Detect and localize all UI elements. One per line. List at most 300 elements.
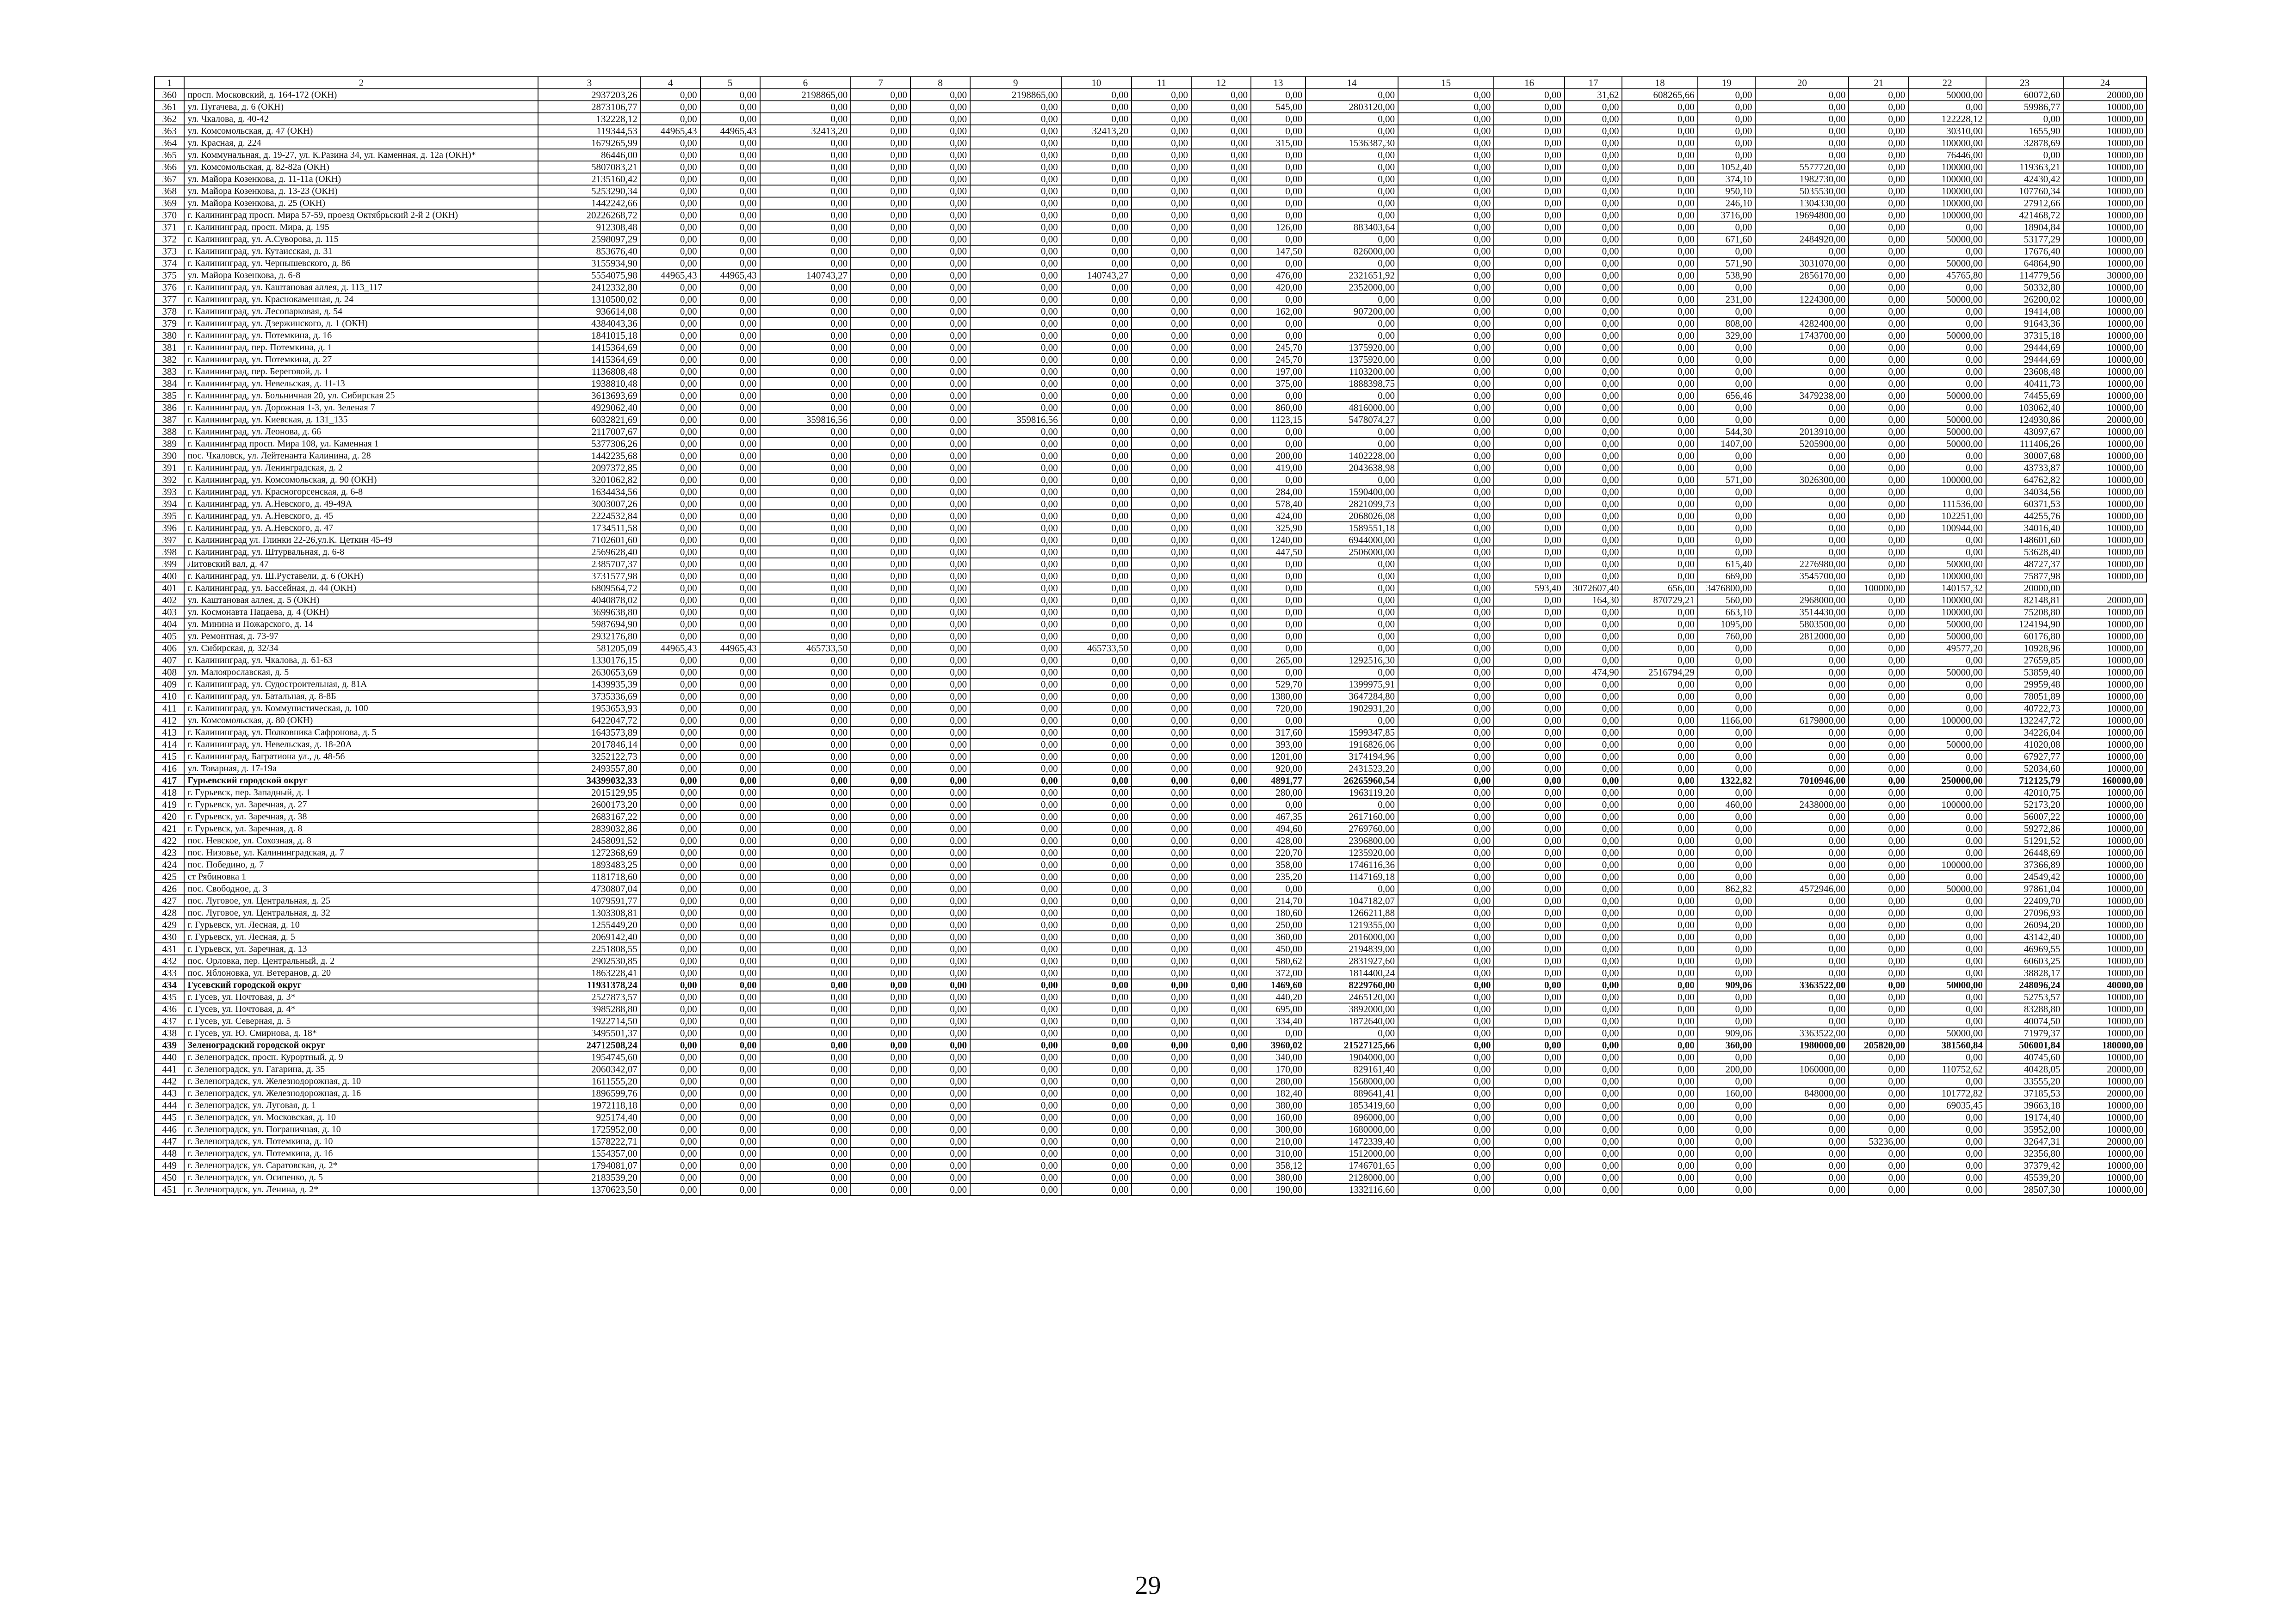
value-cell: 0,00 (1132, 895, 1191, 907)
value-cell: 100944,00 (1908, 522, 1986, 534)
address-cell: г. Зеленоградск, просп. Курортный, д. 9 (184, 1051, 538, 1063)
value-cell: 0,00 (1494, 293, 1565, 305)
value-cell: 10000,00 (2063, 991, 2147, 1003)
value-cell: 0,00 (641, 510, 700, 522)
value-cell: 0,00 (1061, 606, 1132, 618)
value-cell: 0,00 (851, 293, 910, 305)
value-cell: 0,00 (1622, 450, 1697, 462)
value-cell: 0,00 (1398, 690, 1494, 702)
value-cell: 0,00 (641, 1135, 700, 1147)
value-cell: 37379,42 (1986, 1159, 2064, 1171)
value-cell: 0,00 (910, 1135, 970, 1147)
value-cell: 0,00 (760, 690, 851, 702)
address-cell: ул. Каштановая аллея, д. 5 (ОКН) (184, 594, 538, 606)
value-cell: 0,00 (1908, 281, 1986, 293)
value-cell: 0,00 (1849, 341, 1908, 353)
value-cell: 0,00 (1191, 630, 1251, 642)
value-cell: 34226,04 (1986, 726, 2064, 738)
value-cell: 0,00 (1061, 221, 1132, 233)
value-cell: 0,00 (1132, 967, 1191, 979)
value-cell: 0,00 (641, 895, 700, 907)
value-cell: 0,00 (1132, 510, 1191, 522)
table-row (155, 329, 2147, 341)
value-cell: 0,00 (910, 269, 970, 281)
value-cell: 0,00 (851, 522, 910, 534)
value-cell: 250000,00 (1908, 774, 1986, 787)
value-cell: 0,00 (1132, 269, 1191, 281)
value-cell: 10000,00 (2063, 726, 2147, 738)
value-cell: 0,00 (1306, 209, 1398, 221)
value-cell: 100000,00 (1908, 137, 1986, 149)
value-cell: 0,00 (1622, 919, 1697, 931)
value-cell: 0,00 (1398, 1159, 1494, 1171)
value-cell: 0,00 (1755, 582, 1849, 594)
value-cell: 669,00 (1698, 570, 1756, 582)
value-cell: 0,00 (760, 474, 851, 486)
value-cell: 0,00 (1191, 714, 1251, 726)
value-cell: 0,00 (1061, 714, 1132, 726)
value-cell: 1980000,00 (1755, 1039, 1849, 1051)
value-cell: 0,00 (1698, 702, 1756, 714)
value-cell: 0,00 (1698, 847, 1756, 859)
value-cell: 1166,00 (1698, 714, 1756, 726)
value-cell: 1047182,07 (1306, 895, 1398, 907)
value-cell: 41020,08 (1986, 738, 2064, 750)
value-cell: 13 (1251, 77, 1306, 89)
value-cell: 0,00 (1565, 1135, 1622, 1147)
value-cell: 0,00 (1622, 353, 1697, 365)
value-cell: 0,00 (970, 546, 1061, 558)
value-cell: 1922714,50 (538, 1015, 640, 1027)
value-cell: 1303308,81 (538, 907, 640, 919)
value-cell: 0,00 (641, 811, 700, 823)
value-cell: 0,00 (700, 185, 760, 197)
value-cell: 0,00 (1061, 450, 1132, 462)
table-row (155, 197, 2147, 209)
value-cell: 0,00 (1494, 570, 1565, 582)
value-cell: 0,00 (1622, 702, 1697, 714)
value-cell: 0,00 (641, 979, 700, 991)
value-cell: 6809564,72 (538, 582, 640, 594)
table-row (155, 173, 2147, 185)
value-cell: 0,00 (760, 666, 851, 678)
value-cell: 50000,00 (1908, 630, 1986, 642)
value-cell: 358,00 (1251, 859, 1306, 871)
address-cell: ул. Товарная, д. 17-19а (184, 762, 538, 774)
value-cell: 0,00 (851, 750, 910, 762)
value-cell: 0,00 (910, 221, 970, 233)
value-cell: 317,60 (1251, 726, 1306, 738)
value-cell: 2276980,00 (1755, 558, 1849, 570)
value-cell: 0,00 (1622, 847, 1697, 859)
value-cell: 0,00 (1622, 1003, 1697, 1015)
value-cell: 10000,00 (2063, 895, 2147, 907)
table-row (155, 787, 2147, 799)
value-cell: 0,00 (641, 594, 700, 606)
value-cell: 2198865,00 (760, 89, 851, 101)
value-cell: 0,00 (700, 534, 760, 546)
value-cell: 0,00 (1849, 233, 1908, 245)
value-cell: 0,00 (700, 1147, 760, 1159)
value-cell: 10000,00 (2063, 847, 2147, 859)
value-cell: 0,00 (1398, 1015, 1494, 1027)
value-cell: 50000,00 (1908, 666, 1986, 678)
value-cell: 43142,40 (1986, 931, 2064, 943)
value-cell: 0,00 (851, 365, 910, 378)
value-cell: 0,00 (1849, 967, 1908, 979)
value-cell: 0,00 (910, 787, 970, 799)
value-cell: 0,00 (1494, 943, 1565, 955)
address-cell: г. Гурьевск, ул. Заречная, д. 38 (184, 811, 538, 823)
value-cell: 0,00 (851, 1051, 910, 1063)
value-cell: 10000,00 (2063, 185, 2147, 197)
value-cell: 0,00 (1908, 690, 1986, 702)
value-cell: 0,00 (1698, 1123, 1756, 1135)
value-cell: 0,00 (1494, 161, 1565, 173)
value-cell: 4 (641, 77, 700, 89)
value-cell: 0,00 (1698, 1051, 1756, 1063)
value-cell: 0,00 (1251, 474, 1306, 486)
value-cell: 0,00 (1494, 305, 1565, 317)
value-cell: 10000,00 (2063, 871, 2147, 883)
value-cell: 50000,00 (1908, 426, 1986, 438)
value-cell: 0,00 (1908, 341, 1986, 353)
value-cell: 44965,43 (700, 125, 760, 137)
value-cell: 0,00 (910, 654, 970, 666)
value-cell: 52753,57 (1986, 991, 2064, 1003)
table-row (155, 137, 2147, 149)
value-cell: 0,00 (970, 426, 1061, 438)
value-cell: 0,00 (1494, 678, 1565, 690)
value-cell: 0,00 (1755, 486, 1849, 498)
value-cell: 0,00 (700, 1003, 760, 1015)
value-cell: 0,00 (1191, 955, 1251, 967)
value-cell: 0,00 (1755, 666, 1849, 678)
value-cell: 0,00 (700, 498, 760, 510)
value-cell: 1266211,88 (1306, 907, 1398, 919)
value-cell: 0,00 (851, 269, 910, 281)
value-cell: 0,00 (910, 185, 970, 197)
value-cell: 0,00 (1494, 462, 1565, 474)
value-cell: 0,00 (1191, 931, 1251, 943)
value-cell: 50000,00 (1908, 390, 1986, 402)
value-cell: 0,00 (1494, 690, 1565, 702)
value-cell: 0,00 (1622, 1015, 1697, 1027)
value-cell: 381560,84 (1908, 1039, 1986, 1051)
value-cell: 2183539,20 (538, 1171, 640, 1183)
value-cell: 2856170,00 (1755, 269, 1849, 281)
value-cell: 10000,00 (2063, 101, 2147, 113)
value-cell: 0,00 (1565, 654, 1622, 666)
value-cell: 0,00 (1908, 353, 1986, 365)
value-cell: 0,00 (1698, 738, 1756, 750)
value-cell: 0,00 (1849, 125, 1908, 137)
value-cell: 0,00 (1622, 474, 1697, 486)
value-cell: 10000,00 (2063, 149, 2147, 161)
value-cell: 0,00 (1061, 847, 1132, 859)
value-cell: 0,00 (1132, 871, 1191, 883)
value-cell: 0,00 (851, 955, 910, 967)
value-cell: 6944000,00 (1306, 534, 1398, 546)
value-cell: 0,00 (1622, 137, 1697, 149)
address-cell: г. Гурьевск, пер. Западный, д. 1 (184, 787, 538, 799)
value-cell: 0,00 (1306, 594, 1398, 606)
value-cell: 467,35 (1251, 811, 1306, 823)
value-cell: 0,00 (910, 690, 970, 702)
value-cell: 0,00 (1061, 859, 1132, 871)
table-row (155, 245, 2147, 257)
value-cell: 40745,60 (1986, 1051, 2064, 1063)
value-cell: 0,00 (910, 762, 970, 774)
value-cell: 0,00 (1849, 979, 1908, 991)
value-cell: 360,00 (1698, 1039, 1756, 1051)
value-cell: 0,00 (1622, 811, 1697, 823)
value-cell: 0,00 (760, 486, 851, 498)
value-cell: 0,00 (1132, 113, 1191, 125)
value-cell: 0,00 (1191, 101, 1251, 113)
value-cell: 0,00 (641, 341, 700, 353)
value-cell: 0,00 (641, 486, 700, 498)
value-cell: 0,00 (1908, 955, 1986, 967)
value-cell: 0,00 (1061, 137, 1132, 149)
value-cell: 0,00 (641, 931, 700, 943)
value-cell: 0,00 (1565, 462, 1622, 474)
value-cell: 0,00 (1398, 329, 1494, 341)
value-cell: 10000,00 (2063, 1003, 2147, 1015)
value-cell: 1219355,00 (1306, 919, 1398, 931)
value-cell: 0,00 (1565, 1063, 1622, 1075)
value-cell: 0,00 (1061, 654, 1132, 666)
value-cell: 50000,00 (1908, 738, 1986, 750)
value-cell: 0,00 (641, 702, 700, 714)
value-cell: 374,10 (1698, 173, 1756, 185)
value-cell: 45765,80 (1908, 269, 1986, 281)
value-cell: 53628,40 (1986, 546, 2064, 558)
value-cell: 0,00 (641, 1099, 700, 1111)
value-cell: 0,00 (1849, 1123, 1908, 1135)
row-number-cell: 373 (155, 245, 184, 257)
value-cell: 0,00 (910, 1183, 970, 1196)
value-cell: 0,00 (760, 197, 851, 209)
value-cell: 0,00 (1398, 390, 1494, 402)
value-cell: 0,00 (1398, 594, 1494, 606)
value-cell: 12 (1191, 77, 1251, 89)
row-number-cell: 370 (155, 209, 184, 221)
value-cell: 0,00 (1849, 221, 1908, 233)
value-cell: 1052,40 (1698, 161, 1756, 173)
value-cell: 0,00 (1061, 1039, 1132, 1051)
value-cell: 494,60 (1251, 823, 1306, 835)
value-cell: 0,00 (700, 1099, 760, 1111)
value-cell: 912308,48 (538, 221, 640, 233)
value-cell: 0,00 (1191, 293, 1251, 305)
value-cell: 0,00 (1132, 883, 1191, 895)
value-cell: 0,00 (1622, 1171, 1697, 1183)
value-cell: 1841015,18 (538, 329, 640, 341)
value-cell: 0,00 (1191, 895, 1251, 907)
value-cell: 447,50 (1251, 546, 1306, 558)
value-cell: 0,00 (970, 738, 1061, 750)
value-cell: 0,00 (1191, 1099, 1251, 1111)
row-number-cell: 441 (155, 1063, 184, 1075)
value-cell: 4730807,04 (538, 883, 640, 895)
value-cell: 200,00 (1251, 450, 1306, 462)
value-cell: 0,00 (1565, 378, 1622, 390)
table-row (155, 462, 2147, 474)
value-cell: 0,00 (851, 317, 910, 329)
value-cell: 0,00 (1565, 847, 1622, 859)
value-cell: 0,00 (1565, 353, 1622, 365)
value-cell: 132228,12 (538, 113, 640, 125)
value-cell: 0,00 (1565, 835, 1622, 847)
row-number-cell: 368 (155, 185, 184, 197)
value-cell: 0,00 (1698, 666, 1756, 678)
value-cell: 0,00 (1191, 113, 1251, 125)
value-cell: 0,00 (760, 1003, 851, 1015)
value-cell: 920,00 (1251, 762, 1306, 774)
row-number-cell: 362 (155, 113, 184, 125)
value-cell: 375,00 (1251, 378, 1306, 390)
value-cell: 0,00 (1132, 1039, 1191, 1051)
value-cell: 1853419,60 (1306, 1099, 1398, 1111)
row-number-cell: 406 (155, 642, 184, 654)
value-cell: 0,00 (1061, 967, 1132, 979)
value-cell: 0,00 (970, 955, 1061, 967)
value-cell: 529,70 (1251, 678, 1306, 690)
value-cell: 0,00 (1132, 498, 1191, 510)
table-row (155, 402, 2147, 414)
table-row (155, 847, 2147, 859)
value-cell: 0,00 (1494, 426, 1565, 438)
value-cell: 0,00 (1849, 269, 1908, 281)
value-cell: 0,00 (1622, 438, 1697, 450)
value-cell: 5803500,00 (1755, 618, 1849, 630)
value-cell: 0,00 (851, 895, 910, 907)
value-cell: 0,00 (1191, 883, 1251, 895)
value-cell: 0,00 (1755, 702, 1849, 714)
value-cell: 0,00 (970, 522, 1061, 534)
value-cell: 0,00 (1849, 414, 1908, 426)
value-cell: 0,00 (641, 1123, 700, 1135)
value-cell: 0,00 (1565, 402, 1622, 414)
value-cell: 0,00 (1061, 426, 1132, 438)
value-cell: 359816,56 (970, 414, 1061, 426)
value-cell: 0,00 (851, 1027, 910, 1039)
value-cell: 0,00 (1398, 991, 1494, 1003)
value-cell: 2016000,00 (1306, 931, 1398, 943)
value-cell: 0,00 (641, 991, 700, 1003)
value-cell: 0,00 (1622, 1063, 1697, 1075)
value-cell: 0,00 (1494, 341, 1565, 353)
value-cell: 0,00 (1251, 426, 1306, 438)
value-cell: 0,00 (700, 1123, 760, 1135)
value-cell: 0,00 (851, 811, 910, 823)
value-cell: 870729,21 (1622, 594, 1697, 606)
value-cell: 22409,70 (1986, 895, 2064, 907)
value-cell: 53859,40 (1986, 666, 2064, 678)
value-cell: 0,00 (1398, 1123, 1494, 1135)
value-cell: 0,00 (1061, 1015, 1132, 1027)
row-number-cell: 415 (155, 750, 184, 762)
value-cell: 0,00 (970, 1015, 1061, 1027)
subtotal-row (155, 979, 2147, 991)
value-cell: 0,00 (641, 89, 700, 101)
value-cell: 0,00 (1191, 823, 1251, 835)
table-row (155, 967, 2147, 979)
row-number-cell: 392 (155, 474, 184, 486)
value-cell: 1442235,68 (538, 450, 640, 462)
value-cell: 0,00 (1251, 317, 1306, 329)
value-cell: 1415364,69 (538, 353, 640, 365)
value-cell: 0,00 (1494, 101, 1565, 113)
value-cell: 0,00 (1755, 955, 1849, 967)
value-cell: 0,00 (641, 582, 700, 594)
value-cell: 64864,90 (1986, 257, 2064, 269)
value-cell: 10000,00 (2063, 919, 2147, 931)
value-cell: 360,00 (1251, 931, 1306, 943)
value-cell: 0,00 (700, 341, 760, 353)
value-cell: 1240,00 (1251, 534, 1306, 546)
value-cell: 0,00 (1191, 486, 1251, 498)
value-cell: 246,10 (1698, 197, 1756, 209)
address-cell: ул. Коммунальная, д. 19-27, ул. К.Разина 34, ул. Каменная, д. 12а (ОКН)* (184, 149, 538, 161)
value-cell: 0,00 (1398, 113, 1494, 125)
value-cell: 0,00 (1494, 197, 1565, 209)
value-cell: 0,00 (700, 666, 760, 678)
value-cell: 0,00 (1251, 113, 1306, 125)
value-cell: 0,00 (851, 1039, 910, 1051)
value-cell: 0,00 (1849, 450, 1908, 462)
value-cell: 1330176,15 (538, 654, 640, 666)
value-cell: 560,00 (1698, 594, 1756, 606)
value-cell: 0,00 (1494, 317, 1565, 329)
value-cell: 10000,00 (2063, 510, 2147, 522)
value-cell: 0,00 (1061, 690, 1132, 702)
value-cell: 0,00 (910, 1159, 970, 1171)
value-cell: 10000,00 (2063, 161, 2147, 173)
value-cell: 0,00 (700, 702, 760, 714)
value-cell: 0,00 (1061, 1087, 1132, 1099)
address-cell: г. Калининград, ул. Чкалова, д. 61-63 (184, 654, 538, 666)
value-cell: 0,00 (1565, 1051, 1622, 1063)
table-row (155, 919, 2147, 931)
value-cell: 1916826,06 (1306, 738, 1398, 750)
value-cell: 0,00 (1306, 1027, 1398, 1039)
value-cell: 0,00 (1132, 462, 1191, 474)
value-cell: 0,00 (1251, 329, 1306, 341)
value-cell: 2932176,80 (538, 630, 640, 642)
value-cell: 0,00 (1061, 317, 1132, 329)
value-cell: 0,00 (1849, 642, 1908, 654)
address-cell: пос. Низовье, ул. Калининградская, д. 7 (184, 847, 538, 859)
value-cell: 0,00 (1622, 931, 1697, 943)
address-cell: г. Калининград просп. Мира 108, ул. Каменная 1 (184, 438, 538, 450)
value-cell: 0,00 (910, 955, 970, 967)
value-cell: 1224300,00 (1755, 293, 1849, 305)
value-cell: 0,00 (1132, 594, 1191, 606)
address-cell: пос. Невское, ул. Сохозная, д. 8 (184, 835, 538, 847)
value-cell: 0,00 (1565, 534, 1622, 546)
value-cell: 0,00 (1698, 221, 1756, 233)
address-cell: г. Гурьевск, ул. Заречная, д. 13 (184, 943, 538, 955)
table-row (155, 582, 2147, 594)
value-cell: 0,00 (1398, 257, 1494, 269)
value-cell: 10000,00 (2063, 257, 2147, 269)
value-cell: 2968000,00 (1755, 594, 1849, 606)
value-cell: 0,00 (641, 546, 700, 558)
value-cell: 0,00 (1191, 269, 1251, 281)
value-cell: 0,00 (1622, 1027, 1697, 1039)
